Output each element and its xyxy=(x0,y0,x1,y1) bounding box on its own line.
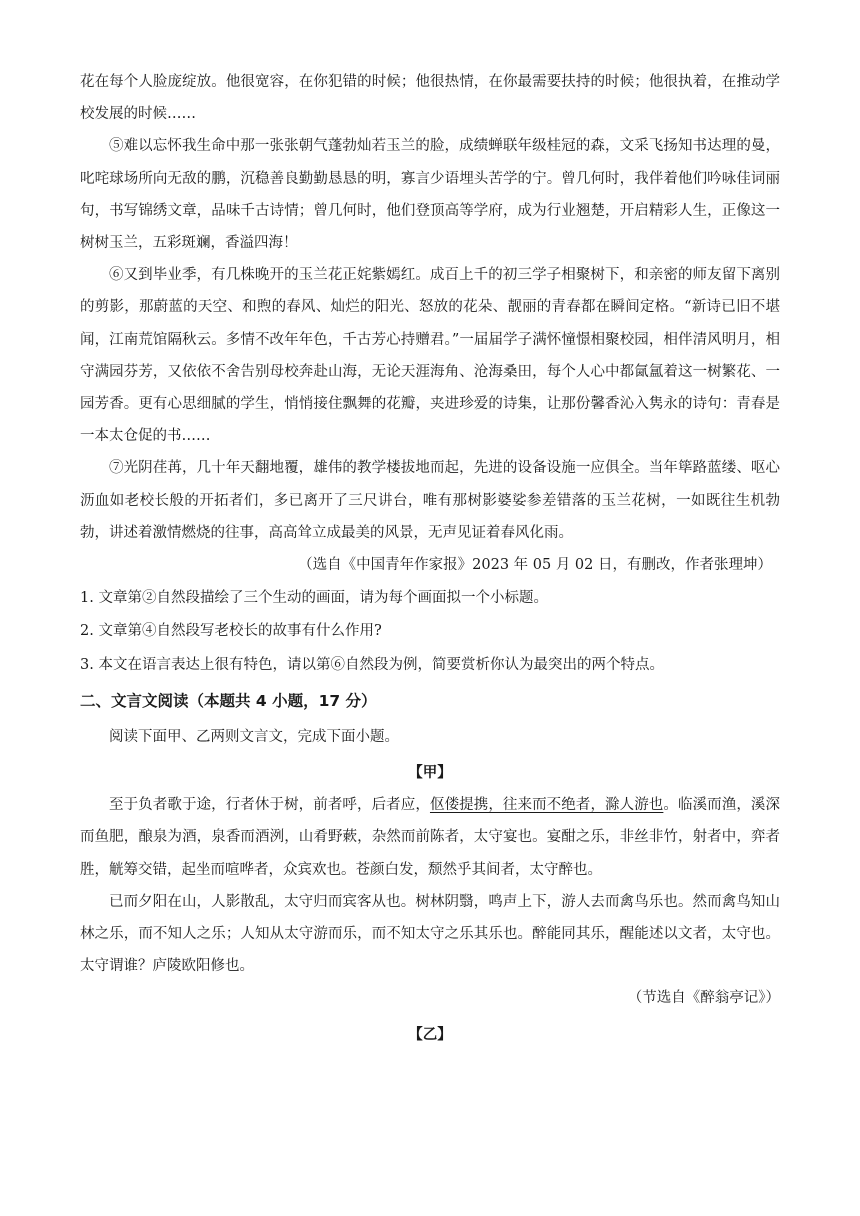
section-heading: 二、文言文阅读（本题共 4 小题，17 分） xyxy=(80,691,377,710)
question-1: 1. 文章第②自然段描绘了三个生动的画面，请为每个画面拟一个小标题。 xyxy=(80,590,548,607)
question-3: 3. 本文在语言表达上很有特色，请以第⑥自然段为例，简要赏析你认为最突出的两个特点。 xyxy=(80,656,664,673)
text-jia-p1-pre: 至于负者歌于途，行者休于树，前者呼，后者应， xyxy=(109,797,430,814)
document-page xyxy=(80,66,780,1051)
text-jia-paragraph-1 xyxy=(80,789,780,886)
text-jia-underlined-sentence: 伛偻提携，往来而不绝者，滁人游也 xyxy=(429,797,664,814)
paragraph-7: ⑦光阴荏苒，几十年天翻地覆，雄伟的教学楼拔地而起，先进的设备设施一应俱全。当年筚路蓝缕、呕心沥血如老校长般的开拓者们，多已离开了三尺讲台，唯有那树影婆娑参差错落的玉兰花树，一如既往生机勃勃，讲述着激情燃烧的往事，高高耸立成最美的风景，无声见证着春风化雨。 xyxy=(80,460,780,541)
text-jia-title: 【甲】 xyxy=(408,764,452,782)
text-yi-title: 【乙】 xyxy=(408,1025,452,1043)
text-jia-p1-post: 。临溪而渔，溪深而鱼肥，酿泉为酒，泉香而酒洌，山肴野蔌，杂然而前陈者，太守宴也。宴酣之乐，非丝非竹，射者中，弈者胜，觥筹交错，起坐而喧哗者，众宾欢也。苍颜白发，颓然乎其间者，太守醉也。 xyxy=(80,797,781,878)
text-jia-source: （节选自《醉翁亭记》） xyxy=(627,990,780,1007)
question-2: 2. 文章第④自然段写老校长的故事有什么作用? xyxy=(80,623,382,640)
section-intro: 阅读下面甲、乙两则文言文，完成下面小题。 xyxy=(109,728,399,745)
text-jia-paragraph-2: 已而夕阳在山，人影散乱，太守归而宾客从也。树林阴翳，鸣声上下，游人去而禽鸟乐也。然而禽鸟知山林之乐，而不知人之乐；人知从太守游而乐，而不知太守之乐其乐也。醉能同其乐，醒能述以文者，太守也。太守谓谁？庐陵欧阳修也。 xyxy=(80,893,780,975)
paragraph-continued: 花在每个人脸庞绽放。他很宽容，在你犯错的时候；他很热情，在你最需要扶持的时候；他很执着，在推动学校发展的时候…… xyxy=(80,74,780,123)
paragraph-6: ⑥又到毕业季，有几株晚开的玉兰花正姹紫嫣红。成百上千的初三学子相聚树下，和亲密的师友留下离别的剪影，那蔚蓝的天空、和煦的春风、灿烂的阳光、怒放的花朵、靓丽的青春都在瞬间定格。“新诗已旧不堪闻，江南荒馆隔秋云。多情不改年年色，千古芳心持赠君。”一届届学子满怀憧憬相聚校园，相伴清风明月，相守满园芬芳，又依依不舍告别母校奔赴山海，无论天涯海角、沧海桑田，每个人心中都氤氲着这一树繁花、一园芳香。更有心思细腻的学生，悄悄接住飘舞的花瓣，夹进珍爱的诗集，让那份馨香沁入隽永的诗句：青春是一本太仓促的书…… xyxy=(80,267,780,445)
paragraph-5: ⑤难以忘怀我生命中那一张张朝气蓬勃灿若玉兰的脸，成绩蝉联年级桂冠的森，文采飞扬知书达理的曼， 叱咤球场所向无敌的鹏，沉稳善良勤勤恳恳的明，寡言少语埋头苦学的宁。曾几何时，我伴着他们吟咏佳词丽句，书写锦绣文章，品味千古诗情；曾几何时，他们登顶高等学府，成为行业翘楚，开启精彩人生，正像这一树树玉兰，五彩斑斓，香溢四海！ xyxy=(80,138,780,252)
passage-source: （选自《中国青年作家报》2023 年 05 月 02 日，有删改，作者张理坤） xyxy=(298,557,772,574)
